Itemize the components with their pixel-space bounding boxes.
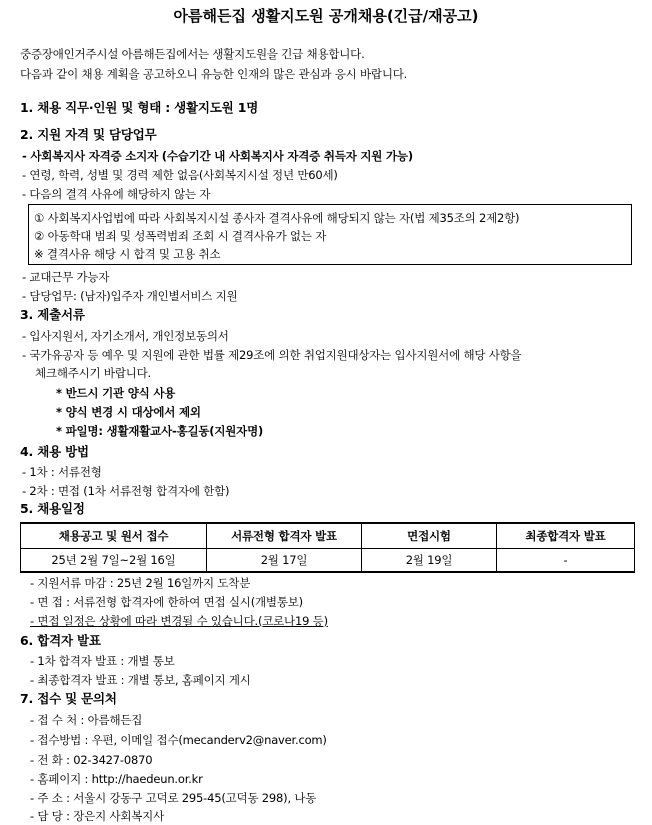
document-item-continued: 체크해주시기 바랍니다. — [35, 366, 151, 380]
schedule-cell: 2월 19일 — [362, 549, 497, 573]
schedule-item: - 지원서류 마감 : 25년 2월 16일까지 도착분 — [30, 576, 251, 590]
schedule-cell: 25년 2월 7일~2월 16일 — [21, 549, 207, 573]
section-2-heading: 2. 지원 자격 및 담당업무 — [20, 127, 157, 142]
section-7-heading: 7. 접수 및 문의처 — [20, 691, 117, 706]
document-item: - 입사지원서, 자기소개서, 개인정보동의서 — [22, 329, 229, 343]
document-note: * 반드시 기관 양식 사용 — [56, 386, 176, 400]
disqualification-item: ① 사회복지사업법에 따라 사회복지시설 종사자 결격사유에 해당되지 않는 자(법 제35조의 2제2항) — [34, 211, 520, 225]
document-note: * 양식 변경 시 대상에서 제외 — [56, 405, 201, 419]
contact-item: - 접 수 처 : 아름해든집 — [30, 713, 143, 727]
qualification-item: - 교대근무 가능자 — [22, 270, 110, 284]
qualification-item: - 다음의 결격 사유에 해당하지 않는 자 — [22, 187, 211, 201]
schedule-header-cell: 면접시험 — [362, 523, 497, 549]
contact-item: - 홈페이지 : http://haedeun.or.kr — [30, 772, 203, 786]
section-5-heading: 5. 채용일정 — [20, 501, 85, 516]
contact-item: - 주 소 : 서울시 강동구 고덕로 295-45(고덕동 298), 나동 — [30, 791, 317, 805]
schedule-header-row — [21, 523, 635, 549]
section-6-heading: 6. 합격자 발표 — [20, 633, 101, 648]
method-item: - 2차 : 면접 (1차 서류전형 합격자에 한함) — [22, 484, 230, 498]
intro-line: 중증장애인거주시설 아름해든집에서는 생활지도원을 긴급 채용합니다. — [20, 47, 365, 61]
schedule-table — [20, 522, 635, 573]
section-4-heading: 4. 채용 방법 — [20, 444, 89, 459]
qualification-item: - 연령, 학력, 성별 및 경력 제한 없음(사회복지시설 정년 만60세) — [22, 168, 338, 182]
contact-item: - 전 화 : 02-3427-0870 — [30, 753, 153, 767]
disqualification-item: ② 아동학대 범죄 및 성폭력범죄 조회 시 결격사유가 없는 자 — [34, 229, 327, 243]
schedule-item: - 면접 일정은 상황에 따라 변경될 수 있습니다.(코로나19 등) — [30, 614, 328, 628]
announcement-item: - 1차 합격자 발표 : 개별 통보 — [30, 654, 175, 668]
schedule-item: - 면 접 : 서류전형 합격자에 한하여 면접 실시(개별통보) — [30, 595, 303, 609]
method-item: - 1차 : 서류전형 — [22, 465, 102, 479]
qualification-item: - 사회복지사 자격증 소지자 (수습기간 내 사회복지사 자격증 취득자 지원 가능) — [22, 149, 413, 163]
intro-line: 다음과 같이 채용 계획을 공고하오니 유능한 인재의 많은 관심과 응시 바랍니다. — [20, 67, 408, 81]
contact-item: - 접수방법 : 우편, 이메일 접수(mecanderv2@naver.com) — [30, 733, 327, 747]
schedule-header-cell: 서류전형 합격자 발표 — [207, 523, 362, 549]
schedule-header-cell: 최종합격자 발표 — [497, 523, 635, 549]
announcement-item: - 최종합격자 발표 : 개별 통보, 홈페이지 게시 — [30, 673, 251, 687]
schedule-cell: 2월 17일 — [207, 549, 362, 573]
section-3-heading: 3. 제출서류 — [20, 307, 85, 322]
section-1-heading: 1. 채용 직무·인원 및 형태 : 생활지도원 1명 — [20, 100, 259, 115]
document-note: * 파일명: 생활재활교사-홍길동(지원자명) — [56, 424, 264, 438]
disqualification-item: ※ 결격사유 해당 시 합격 및 고용 취소 — [34, 247, 221, 261]
page-title: 아름해든집 생활지도원 공개채용(긴급/재공고) — [173, 7, 479, 25]
schedule-row — [21, 549, 635, 573]
schedule-cell: - — [497, 549, 635, 573]
contact-item: - 담 당 : 장은지 사회복지사 — [30, 809, 164, 823]
schedule-header-cell: 채용공고 및 원서 접수 — [21, 523, 207, 549]
qualification-item: - 담당업무: (남자)입주자 개인별서비스 지원 — [22, 289, 238, 303]
document-item: - 국가유공자 등 예우 및 지원에 관한 법률 제29조에 의한 취업지원대상자는 입사지원서에 해당 사항을 — [22, 348, 522, 362]
